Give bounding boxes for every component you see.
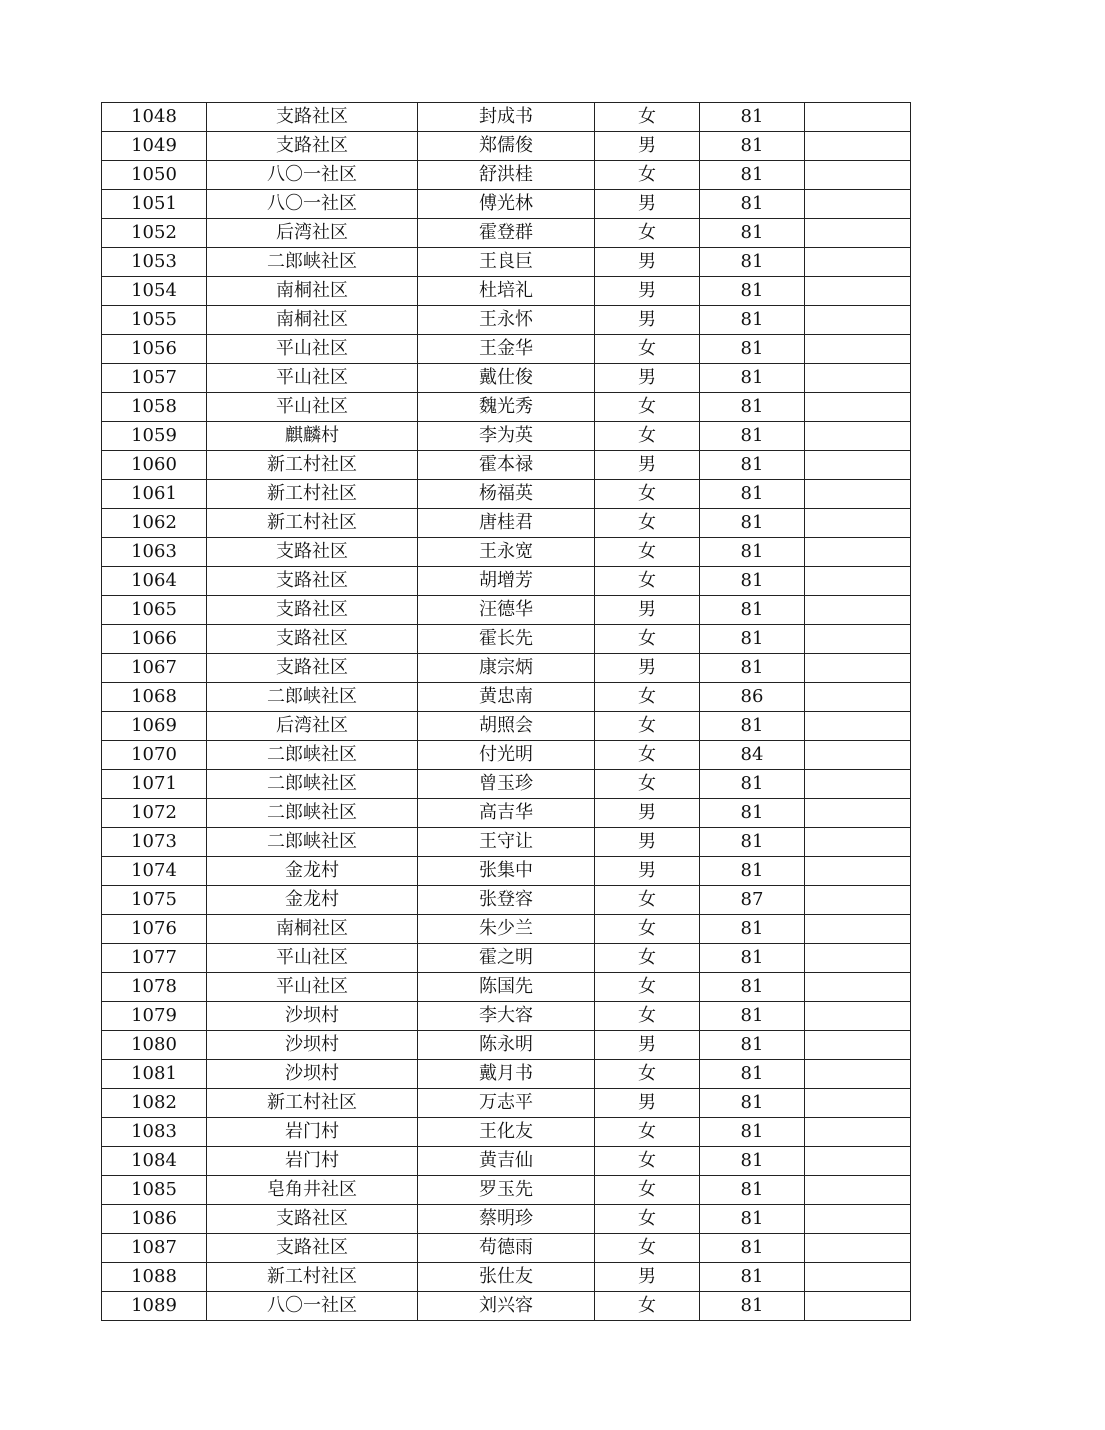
name-cell: 杜培礼 — [418, 277, 595, 306]
gender-cell: 女 — [595, 973, 700, 1002]
remark-cell — [805, 132, 911, 161]
name-cell: 罗玉先 — [418, 1176, 595, 1205]
age-cell: 87 — [700, 886, 805, 915]
table-row — [102, 306, 911, 335]
community-cell: 新工村社区 — [207, 480, 418, 509]
table-row — [102, 886, 911, 915]
name-cell: 舒洪桂 — [418, 161, 595, 190]
name-cell: 霍登群 — [418, 219, 595, 248]
name-cell: 张仕友 — [418, 1263, 595, 1292]
table-row — [102, 480, 911, 509]
table-row — [102, 1060, 911, 1089]
gender-cell: 男 — [595, 654, 700, 683]
remark-cell — [805, 712, 911, 741]
gender-cell: 女 — [595, 1060, 700, 1089]
serial-number-cell: 1065 — [102, 596, 207, 625]
gender-cell: 男 — [595, 1263, 700, 1292]
table-row — [102, 335, 911, 364]
serial-number-cell: 1082 — [102, 1089, 207, 1118]
community-cell: 支路社区 — [207, 596, 418, 625]
remark-cell — [805, 973, 911, 1002]
age-cell: 81 — [700, 277, 805, 306]
name-cell: 郑儒俊 — [418, 132, 595, 161]
remark-cell — [805, 1089, 911, 1118]
gender-cell: 女 — [595, 509, 700, 538]
gender-cell: 女 — [595, 712, 700, 741]
serial-number-cell: 1060 — [102, 451, 207, 480]
serial-number-cell: 1088 — [102, 1263, 207, 1292]
serial-number-cell: 1067 — [102, 654, 207, 683]
remark-cell — [805, 1292, 911, 1321]
serial-number-cell: 1080 — [102, 1031, 207, 1060]
age-cell: 81 — [700, 1060, 805, 1089]
community-cell: 八〇一社区 — [207, 1292, 418, 1321]
community-cell: 支路社区 — [207, 625, 418, 654]
name-cell: 张集中 — [418, 857, 595, 886]
table-row — [102, 973, 911, 1002]
age-cell: 81 — [700, 161, 805, 190]
remark-cell — [805, 161, 911, 190]
age-cell: 81 — [700, 480, 805, 509]
gender-cell: 女 — [595, 683, 700, 712]
remark-cell — [805, 393, 911, 422]
name-cell: 王良巨 — [418, 248, 595, 277]
gender-cell: 女 — [595, 538, 700, 567]
remark-cell — [805, 248, 911, 277]
table-row — [102, 915, 911, 944]
name-cell: 李大容 — [418, 1002, 595, 1031]
serial-number-cell: 1049 — [102, 132, 207, 161]
age-cell: 81 — [700, 625, 805, 654]
serial-number-cell: 1074 — [102, 857, 207, 886]
name-cell: 戴仕俊 — [418, 364, 595, 393]
remark-cell — [805, 1176, 911, 1205]
serial-number-cell: 1054 — [102, 277, 207, 306]
name-cell: 苟德雨 — [418, 1234, 595, 1263]
table-row — [102, 422, 911, 451]
gender-cell: 女 — [595, 1205, 700, 1234]
remark-cell — [805, 799, 911, 828]
gender-cell: 男 — [595, 857, 700, 886]
remark-cell — [805, 1118, 911, 1147]
community-cell: 岩门村 — [207, 1147, 418, 1176]
remark-cell — [805, 277, 911, 306]
serial-number-cell: 1084 — [102, 1147, 207, 1176]
serial-number-cell: 1071 — [102, 770, 207, 799]
serial-number-cell: 1089 — [102, 1292, 207, 1321]
gender-cell: 女 — [595, 567, 700, 596]
name-cell: 陈永明 — [418, 1031, 595, 1060]
remark-cell — [805, 480, 911, 509]
serial-number-cell: 1064 — [102, 567, 207, 596]
age-cell: 81 — [700, 103, 805, 132]
serial-number-cell: 1051 — [102, 190, 207, 219]
community-cell: 平山社区 — [207, 973, 418, 1002]
community-cell: 二郎峡社区 — [207, 248, 418, 277]
table-row — [102, 538, 911, 567]
remark-cell — [805, 422, 911, 451]
remark-cell — [805, 451, 911, 480]
community-cell: 支路社区 — [207, 103, 418, 132]
remark-cell — [805, 683, 911, 712]
remark-cell — [805, 741, 911, 770]
gender-cell: 男 — [595, 364, 700, 393]
table-row — [102, 596, 911, 625]
community-cell: 支路社区 — [207, 1205, 418, 1234]
serial-number-cell: 1050 — [102, 161, 207, 190]
name-cell: 曾玉珍 — [418, 770, 595, 799]
serial-number-cell: 1061 — [102, 480, 207, 509]
table-row — [102, 393, 911, 422]
name-cell: 高吉华 — [418, 799, 595, 828]
serial-number-cell: 1059 — [102, 422, 207, 451]
name-cell: 王守让 — [418, 828, 595, 857]
community-cell: 平山社区 — [207, 393, 418, 422]
community-cell: 金龙村 — [207, 857, 418, 886]
serial-number-cell: 1075 — [102, 886, 207, 915]
community-cell: 平山社区 — [207, 335, 418, 364]
age-cell: 81 — [700, 1089, 805, 1118]
serial-number-cell: 1058 — [102, 393, 207, 422]
age-cell: 81 — [700, 828, 805, 857]
age-cell: 81 — [700, 799, 805, 828]
table-row — [102, 103, 911, 132]
community-cell: 沙坝村 — [207, 1031, 418, 1060]
table-row — [102, 654, 911, 683]
name-cell: 朱少兰 — [418, 915, 595, 944]
community-cell: 二郎峡社区 — [207, 828, 418, 857]
serial-number-cell: 1069 — [102, 712, 207, 741]
remark-cell — [805, 219, 911, 248]
age-cell: 81 — [700, 1031, 805, 1060]
community-cell: 南桐社区 — [207, 915, 418, 944]
gender-cell: 男 — [595, 132, 700, 161]
remark-cell — [805, 828, 911, 857]
age-cell: 81 — [700, 306, 805, 335]
age-cell: 81 — [700, 1234, 805, 1263]
community-cell: 新工村社区 — [207, 1263, 418, 1292]
age-cell: 81 — [700, 1292, 805, 1321]
community-cell: 支路社区 — [207, 132, 418, 161]
gender-cell: 女 — [595, 944, 700, 973]
remark-cell — [805, 596, 911, 625]
community-cell: 后湾社区 — [207, 712, 418, 741]
table-row — [102, 1002, 911, 1031]
age-cell: 81 — [700, 654, 805, 683]
community-cell: 南桐社区 — [207, 306, 418, 335]
serial-number-cell: 1062 — [102, 509, 207, 538]
community-cell: 新工村社区 — [207, 509, 418, 538]
name-cell: 霍本禄 — [418, 451, 595, 480]
remark-cell — [805, 1031, 911, 1060]
name-cell: 傅光林 — [418, 190, 595, 219]
remark-cell — [805, 944, 911, 973]
community-cell: 支路社区 — [207, 654, 418, 683]
age-cell: 81 — [700, 944, 805, 973]
table-row — [102, 1176, 911, 1205]
community-cell: 二郎峡社区 — [207, 770, 418, 799]
age-cell: 81 — [700, 973, 805, 1002]
name-cell: 万志平 — [418, 1089, 595, 1118]
name-cell: 戴月书 — [418, 1060, 595, 1089]
age-cell: 81 — [700, 1147, 805, 1176]
serial-number-cell: 1085 — [102, 1176, 207, 1205]
serial-number-cell: 1055 — [102, 306, 207, 335]
gender-cell: 女 — [595, 1176, 700, 1205]
serial-number-cell: 1086 — [102, 1205, 207, 1234]
table-row — [102, 828, 911, 857]
age-cell: 81 — [700, 132, 805, 161]
gender-cell: 女 — [595, 1002, 700, 1031]
community-cell: 金龙村 — [207, 886, 418, 915]
gender-cell: 男 — [595, 277, 700, 306]
table-row — [102, 741, 911, 770]
age-cell: 81 — [700, 248, 805, 277]
serial-number-cell: 1077 — [102, 944, 207, 973]
serial-number-cell: 1072 — [102, 799, 207, 828]
gender-cell: 女 — [595, 480, 700, 509]
remark-cell — [805, 915, 911, 944]
community-cell: 支路社区 — [207, 567, 418, 596]
remark-cell — [805, 306, 911, 335]
age-cell: 81 — [700, 364, 805, 393]
gender-cell: 男 — [595, 799, 700, 828]
name-cell: 王化友 — [418, 1118, 595, 1147]
age-cell: 84 — [700, 741, 805, 770]
serial-number-cell: 1057 — [102, 364, 207, 393]
community-cell: 二郎峡社区 — [207, 741, 418, 770]
age-cell: 81 — [700, 1176, 805, 1205]
age-cell: 81 — [700, 538, 805, 567]
age-cell: 81 — [700, 1263, 805, 1292]
community-cell: 南桐社区 — [207, 277, 418, 306]
remark-cell — [805, 1234, 911, 1263]
age-cell: 86 — [700, 683, 805, 712]
community-cell: 新工村社区 — [207, 451, 418, 480]
serial-number-cell: 1063 — [102, 538, 207, 567]
serial-number-cell: 1087 — [102, 1234, 207, 1263]
serial-number-cell: 1079 — [102, 1002, 207, 1031]
gender-cell: 女 — [595, 103, 700, 132]
name-cell: 唐桂君 — [418, 509, 595, 538]
serial-number-cell: 1053 — [102, 248, 207, 277]
table-row — [102, 1292, 911, 1321]
community-cell: 岩门村 — [207, 1118, 418, 1147]
gender-cell: 女 — [595, 1147, 700, 1176]
age-cell: 81 — [700, 393, 805, 422]
remark-cell — [805, 857, 911, 886]
table-row — [102, 1031, 911, 1060]
serial-number-cell: 1073 — [102, 828, 207, 857]
table-row — [102, 190, 911, 219]
gender-cell: 女 — [595, 625, 700, 654]
name-cell: 霍长先 — [418, 625, 595, 654]
gender-cell: 男 — [595, 306, 700, 335]
gender-cell: 女 — [595, 393, 700, 422]
serial-number-cell: 1070 — [102, 741, 207, 770]
serial-number-cell: 1048 — [102, 103, 207, 132]
serial-number-cell: 1078 — [102, 973, 207, 1002]
roster-table-body — [102, 103, 911, 1321]
table-row — [102, 1234, 911, 1263]
remark-cell — [805, 770, 911, 799]
remark-cell — [805, 190, 911, 219]
table-row — [102, 712, 911, 741]
roster-table — [101, 102, 911, 1321]
name-cell: 胡照会 — [418, 712, 595, 741]
age-cell: 81 — [700, 190, 805, 219]
name-cell: 刘兴容 — [418, 1292, 595, 1321]
name-cell: 王永宽 — [418, 538, 595, 567]
gender-cell: 男 — [595, 451, 700, 480]
table-row — [102, 857, 911, 886]
gender-cell: 女 — [595, 219, 700, 248]
remark-cell — [805, 538, 911, 567]
name-cell: 陈国先 — [418, 973, 595, 1002]
name-cell: 黄忠南 — [418, 683, 595, 712]
age-cell: 81 — [700, 857, 805, 886]
serial-number-cell: 1056 — [102, 335, 207, 364]
age-cell: 81 — [700, 1002, 805, 1031]
table-row — [102, 509, 911, 538]
remark-cell — [805, 1263, 911, 1292]
age-cell: 81 — [700, 509, 805, 538]
gender-cell: 男 — [595, 828, 700, 857]
name-cell: 魏光秀 — [418, 393, 595, 422]
table-row — [102, 1147, 911, 1176]
remark-cell — [805, 335, 911, 364]
gender-cell: 女 — [595, 741, 700, 770]
age-cell: 81 — [700, 712, 805, 741]
age-cell: 81 — [700, 915, 805, 944]
table-row — [102, 1263, 911, 1292]
gender-cell: 女 — [595, 886, 700, 915]
remark-cell — [805, 1002, 911, 1031]
name-cell: 李为英 — [418, 422, 595, 451]
gender-cell: 女 — [595, 161, 700, 190]
name-cell: 康宗炳 — [418, 654, 595, 683]
serial-number-cell: 1081 — [102, 1060, 207, 1089]
age-cell: 81 — [700, 335, 805, 364]
age-cell: 81 — [700, 1205, 805, 1234]
table-row — [102, 944, 911, 973]
gender-cell: 女 — [595, 1118, 700, 1147]
remark-cell — [805, 1147, 911, 1176]
name-cell: 王永怀 — [418, 306, 595, 335]
gender-cell: 男 — [595, 190, 700, 219]
name-cell: 封成书 — [418, 103, 595, 132]
name-cell: 汪德华 — [418, 596, 595, 625]
table-row — [102, 1089, 911, 1118]
age-cell: 81 — [700, 451, 805, 480]
table-row — [102, 770, 911, 799]
table-row — [102, 132, 911, 161]
community-cell: 平山社区 — [207, 944, 418, 973]
serial-number-cell: 1076 — [102, 915, 207, 944]
table-row — [102, 364, 911, 393]
community-cell: 后湾社区 — [207, 219, 418, 248]
gender-cell: 男 — [595, 1031, 700, 1060]
table-row — [102, 219, 911, 248]
community-cell: 二郎峡社区 — [207, 799, 418, 828]
gender-cell: 男 — [595, 248, 700, 277]
table-row — [102, 1205, 911, 1234]
remark-cell — [805, 654, 911, 683]
serial-number-cell: 1068 — [102, 683, 207, 712]
age-cell: 81 — [700, 770, 805, 799]
gender-cell: 男 — [595, 596, 700, 625]
name-cell: 胡增芳 — [418, 567, 595, 596]
remark-cell — [805, 364, 911, 393]
community-cell: 支路社区 — [207, 1234, 418, 1263]
table-row — [102, 161, 911, 190]
name-cell: 霍之明 — [418, 944, 595, 973]
community-cell: 沙坝村 — [207, 1060, 418, 1089]
remark-cell — [805, 567, 911, 596]
name-cell: 付光明 — [418, 741, 595, 770]
table-row — [102, 799, 911, 828]
community-cell: 麒麟村 — [207, 422, 418, 451]
name-cell: 张登容 — [418, 886, 595, 915]
community-cell: 平山社区 — [207, 364, 418, 393]
serial-number-cell: 1066 — [102, 625, 207, 654]
table-row — [102, 625, 911, 654]
age-cell: 81 — [700, 219, 805, 248]
community-cell: 沙坝村 — [207, 1002, 418, 1031]
table-row — [102, 277, 911, 306]
age-cell: 81 — [700, 596, 805, 625]
community-cell: 皂角井社区 — [207, 1176, 418, 1205]
remark-cell — [805, 625, 911, 654]
gender-cell: 女 — [595, 1234, 700, 1263]
gender-cell: 女 — [595, 770, 700, 799]
name-cell: 蔡明珍 — [418, 1205, 595, 1234]
name-cell: 杨福英 — [418, 480, 595, 509]
gender-cell: 女 — [595, 1292, 700, 1321]
gender-cell: 女 — [595, 422, 700, 451]
table-row — [102, 567, 911, 596]
remark-cell — [805, 1060, 911, 1089]
community-cell: 八〇一社区 — [207, 190, 418, 219]
community-cell: 新工村社区 — [207, 1089, 418, 1118]
remark-cell — [805, 509, 911, 538]
remark-cell — [805, 103, 911, 132]
gender-cell: 男 — [595, 1089, 700, 1118]
gender-cell: 女 — [595, 915, 700, 944]
community-cell: 支路社区 — [207, 538, 418, 567]
table-row — [102, 1118, 911, 1147]
age-cell: 81 — [700, 422, 805, 451]
community-cell: 二郎峡社区 — [207, 683, 418, 712]
age-cell: 81 — [700, 567, 805, 596]
table-row — [102, 248, 911, 277]
remark-cell — [805, 1205, 911, 1234]
name-cell: 黄吉仙 — [418, 1147, 595, 1176]
table-row — [102, 683, 911, 712]
serial-number-cell: 1052 — [102, 219, 207, 248]
remark-cell — [805, 886, 911, 915]
serial-number-cell: 1083 — [102, 1118, 207, 1147]
name-cell: 王金华 — [418, 335, 595, 364]
table-row — [102, 451, 911, 480]
community-cell: 八〇一社区 — [207, 161, 418, 190]
gender-cell: 女 — [595, 335, 700, 364]
age-cell: 81 — [700, 1118, 805, 1147]
